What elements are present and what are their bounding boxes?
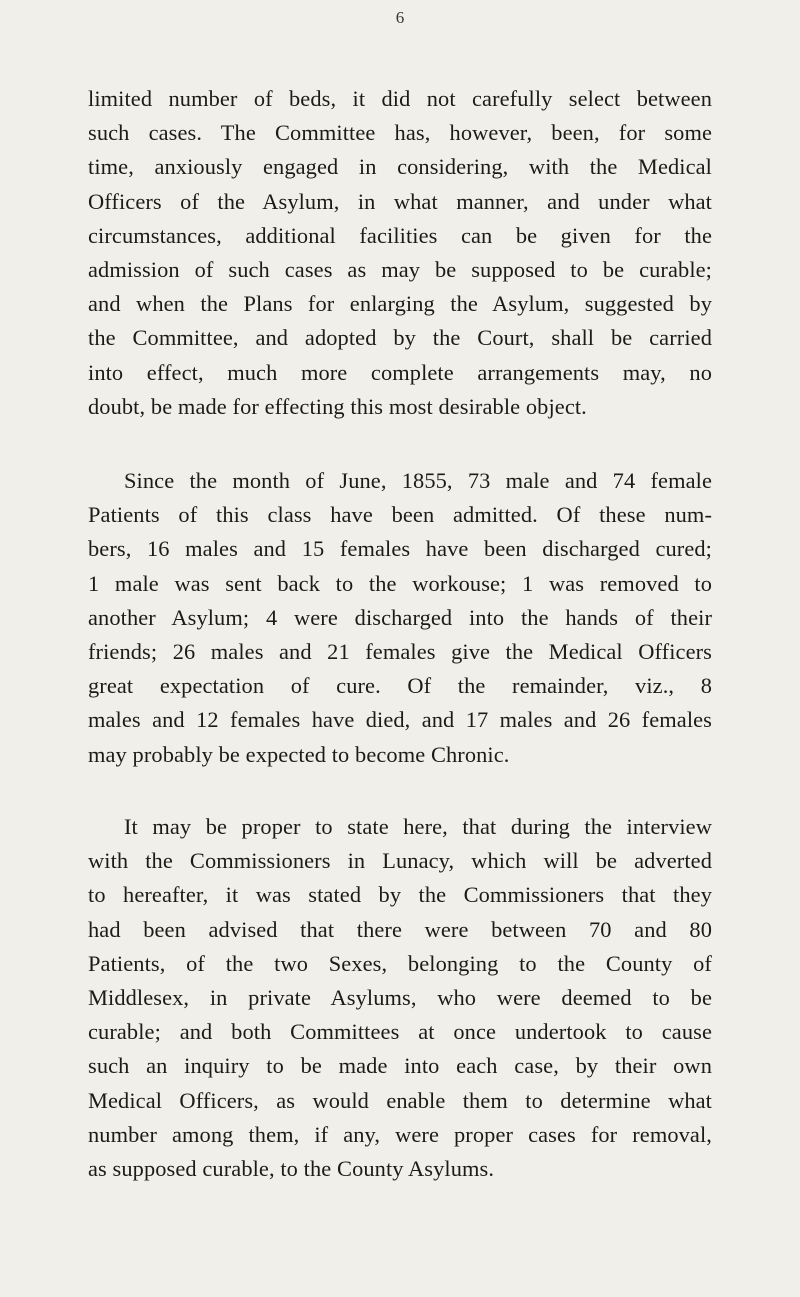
- paragraph-committee-deliberation: [88, 82, 712, 424]
- text-line: Patients, of the two Sexes, belonging to the County of: [88, 950, 712, 976]
- text-line: such an inquiry to be made into each case, by their own: [88, 1053, 712, 1079]
- text-line: limited number of beds, it did not carefully select between: [88, 86, 712, 111]
- text-line: into effect, much more complete arrangements may, no: [88, 359, 712, 385]
- text-line: had been advised that there were between 70 and 80: [88, 916, 712, 942]
- paragraph-admission-statistics: [88, 464, 712, 772]
- text-line: with the Commissioners in Lunacy, which will be adverted: [88, 848, 712, 874]
- text-line: Middlesex, in private Asylums, who were deemed to be: [88, 985, 712, 1011]
- text-line: may probably be expected to become Chronic.: [88, 741, 510, 767]
- text-line: doubt, be made for effecting this most desirable object.: [88, 393, 587, 419]
- text-line: curable; and both Committees at once undertook to cause: [88, 1019, 712, 1045]
- text-line: admission of such cases as may be supposed to be curable;: [88, 257, 712, 283]
- text-line: 1 male was sent back to the workouse; 1 was removed to: [88, 570, 712, 596]
- text-line: another Asylum; 4 were discharged into the hands of their: [88, 604, 712, 630]
- text-line: as supposed curable, to the County Asylums.: [88, 1156, 495, 1182]
- text-line: to hereafter, it was stated by the Commissioners that they: [88, 882, 712, 908]
- text-line: It may be proper to state here, that during the interview: [124, 814, 712, 839]
- text-line: Patients of this class have been admitted. Of these num-: [88, 502, 712, 528]
- text-line: Officers of the Asylum, in what manner, and under what: [88, 188, 712, 214]
- text-line: number among them, if any, were proper cases for removal,: [88, 1121, 712, 1147]
- text-line: circumstances, additional facilities can be given for the: [88, 222, 712, 248]
- text-line: time, anxiously engaged in considering, with the Medical: [88, 154, 712, 180]
- paragraph-commissioners-interview: [88, 810, 712, 1186]
- page-number: 6: [395, 8, 405, 27]
- text-line: males and 12 females have died, and 17 males and 26 females: [88, 707, 712, 733]
- text-line: and when the Plans for enlarging the Asylum, suggested by: [88, 291, 712, 317]
- text-line: Medical Officers, as would enable them to determine what: [88, 1087, 712, 1113]
- text-line: the Committee, and adopted by the Court, shall be carried: [88, 325, 712, 351]
- text-line: bers, 16 males and 15 females have been discharged cured;: [88, 536, 712, 562]
- text-line: friends; 26 males and 21 females give the Medical Officers: [88, 639, 712, 665]
- text-line: Since the month of June, 1855, 73 male and 74 female: [124, 468, 712, 493]
- text-line: great expectation of cure. Of the remainder, viz., 8: [88, 673, 712, 699]
- text-line: such cases. The Committee has, however, been, for some: [88, 120, 712, 146]
